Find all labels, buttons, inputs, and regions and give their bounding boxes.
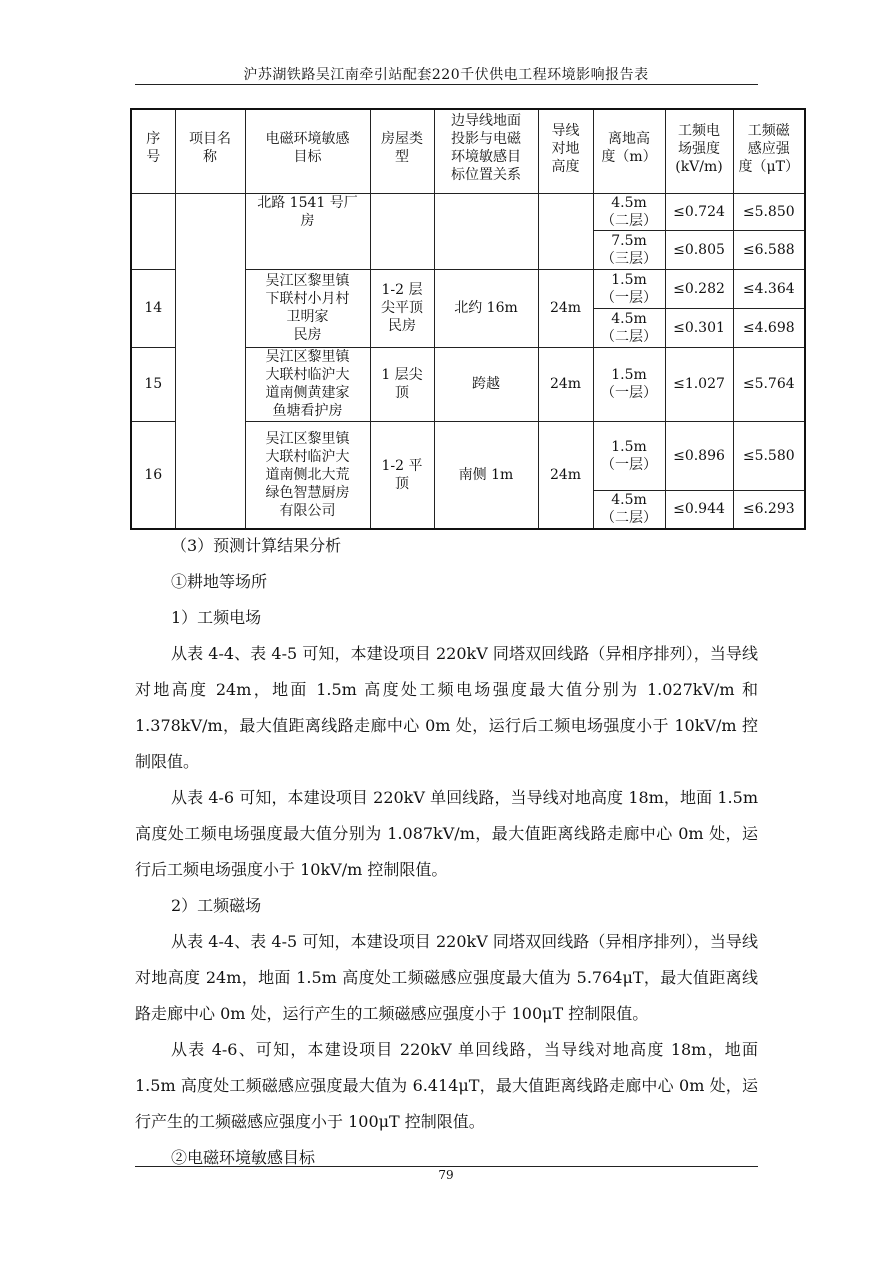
sensitive-target-prediction-table (130, 108, 806, 530)
col-header-project: 项目名 称 (175, 109, 245, 193)
cell-wire-height: 24m (538, 347, 593, 421)
col-header-ground-height: 离地高 度（m） (593, 109, 665, 193)
cell-ground-height: 4.5m （二层） (593, 193, 665, 230)
cell-e-field: ≤0.301 (665, 308, 733, 347)
cell-position: 南侧 1m (434, 421, 538, 529)
cell-e-field: ≤0.805 (665, 230, 733, 269)
table-header-row (131, 109, 805, 193)
cell-e-field: ≤0.896 (665, 421, 733, 490)
col-header-e-field: 工频电 场强度 (kV/m) (665, 109, 733, 193)
cell-b-field: ≤5.580 (733, 421, 805, 490)
col-header-wire-height: 导线 对地 高度 (538, 109, 593, 193)
cell-house-type: 1 层尖 顶 (370, 347, 434, 421)
col-header-target: 电磁环境敏感 目标 (245, 109, 370, 193)
cell-position: 北约 16m (434, 269, 538, 347)
cell-ground-height: 4.5m （二层） (593, 308, 665, 347)
cell-wire-height: 24m (538, 269, 593, 347)
body-paragraph: 从表 4-6、可知，本建设项目 220kV 单回线路，当导线对地高度 18m，地面 1.5m 高度处工频磁感应强度最大值为 6.414μT，最大值距离线路走廊中心 0m 处，运行产生的工频磁感应强度小于 100μT 控制限值。 (135, 1040, 758, 1131)
cell-target: 吴江区黎里镇 下联村小月村 卫明家 民房 (245, 269, 370, 347)
subsection-heading: 2）工频磁场 (171, 896, 262, 915)
cell-b-field: ≤6.588 (733, 230, 805, 269)
cell-target: 北路 1541 号厂 房 (245, 193, 370, 269)
footer-rule (135, 1166, 758, 1167)
col-header-b-field: 工频磁 感应强 度（μT） (733, 109, 805, 193)
cell-ground-height: 4.5m （二层） (593, 490, 665, 529)
subsection-heading: 1）工频电场 (171, 608, 262, 627)
cell-position (434, 193, 538, 269)
cell-b-field: ≤5.764 (733, 347, 805, 421)
subsection-heading: ②电磁环境敏感目标 (171, 1148, 316, 1167)
col-header-house-type: 房屋类 型 (370, 109, 434, 193)
cell-e-field: ≤0.944 (665, 490, 733, 529)
col-header-position: 边导线地面 投影与电磁 环境敏感目 标位置关系 (434, 109, 538, 193)
cell-target: 吴江区黎里镇 大联村临沪大 道南侧黄建家 鱼塘看护房 (245, 347, 370, 421)
cell-e-field: ≤1.027 (665, 347, 733, 421)
body-text (135, 528, 758, 1176)
subsection-heading: ①耕地等场所 (171, 572, 268, 591)
cell-wire-height: 24m (538, 421, 593, 529)
cell-position: 跨越 (434, 347, 538, 421)
running-header-title: 沪苏湖铁路吴江南牵引站配套220千伏供电工程环境影响报告表 (243, 67, 649, 83)
cell-ground-height: 1.5m （一层） (593, 421, 665, 490)
cell-seq: 15 (131, 347, 175, 421)
cell-b-field: ≤4.364 (733, 269, 805, 308)
cell-house-type (370, 193, 434, 269)
body-paragraph: 从表 4-4、表 4-5 可知，本建设项目 220kV 同塔双回线路（异相序排列），当导线对地高度 24m，地面 1.5m 高度处工频磁感应强度最大值为 5.764μT，最大值距离线路走廊中心 0m 处，运行产生的工频磁感应强度小于 100μT 控制限值。 (135, 932, 758, 1023)
table-row (131, 193, 805, 230)
body-paragraph: 从表 4-6 可知，本建设项目 220kV 单回线路，当导线对地高度 18m，地面 1.5m 高度处工频电场强度最大值分别为 1.087kV/m，最大值距离线路走廊中心 0m 处，运行后工频电场强度小于 10kV/m 控制限值。 (135, 788, 758, 879)
cell-seq (131, 193, 175, 269)
cell-ground-height: 1.5m （一层） (593, 347, 665, 421)
cell-seq: 14 (131, 269, 175, 347)
cell-b-field: ≤4.698 (733, 308, 805, 347)
cell-b-field: ≤6.293 (733, 490, 805, 529)
cell-project (175, 193, 245, 529)
section-heading: （3）预测计算结果分析 (171, 536, 342, 555)
header-rule (135, 84, 758, 85)
cell-house-type: 1-2 平 顶 (370, 421, 434, 529)
cell-b-field: ≤5.850 (733, 193, 805, 230)
page-number: 79 (438, 1168, 454, 1182)
cell-e-field: ≤0.724 (665, 193, 733, 230)
cell-ground-height: 1.5m （一层） (593, 269, 665, 308)
body-paragraph: 从表 4-4、表 4-5 可知，本建设项目 220kV 同塔双回线路（异相序排列），当导线对地高度 24m，地面 1.5m 高度处工频电场强度最大值分别为 1.027kV/m 和 1.378kV/m，最大值距离线路走廊中心 0m 处，运行后工频电场强度小于 10kV/m 控制限值。 (135, 644, 758, 771)
cell-wire-height (538, 193, 593, 269)
cell-ground-height: 7.5m （三层） (593, 230, 665, 269)
cell-seq: 16 (131, 421, 175, 529)
cell-e-field: ≤0.282 (665, 269, 733, 308)
cell-house-type: 1-2 层 尖平顶 民房 (370, 269, 434, 347)
col-header-seq: 序 号 (131, 109, 175, 193)
cell-target: 吴江区黎里镇 大联村临沪大 道南侧北大荒 绿色智慧厨房 有限公司 (245, 421, 370, 529)
